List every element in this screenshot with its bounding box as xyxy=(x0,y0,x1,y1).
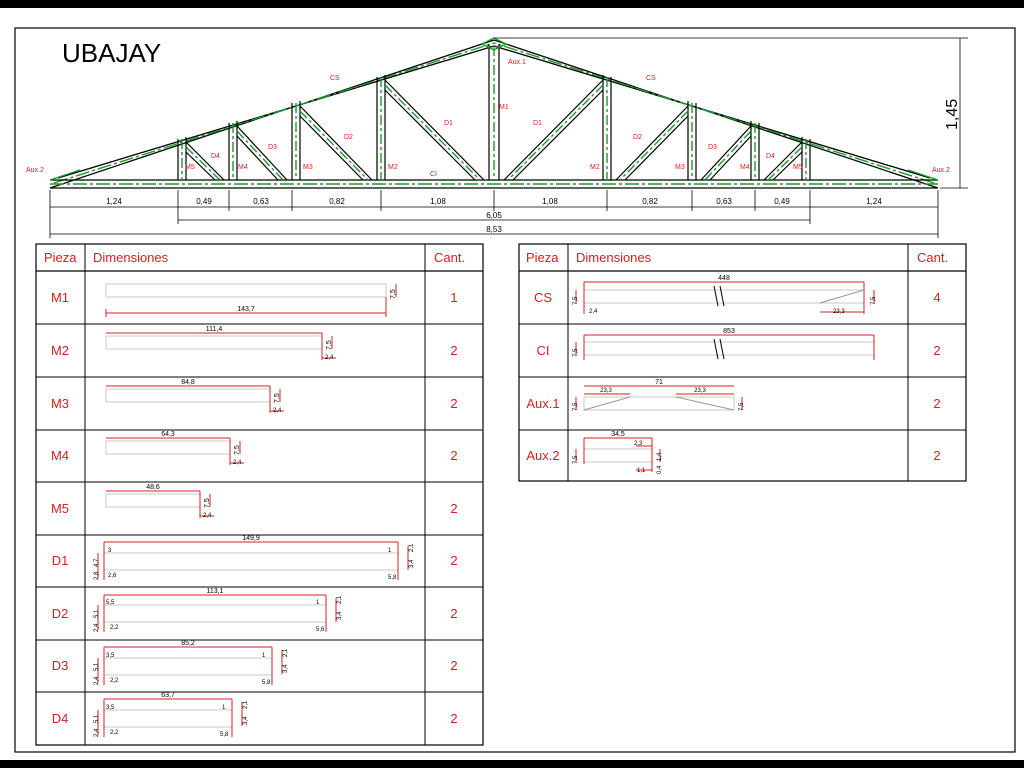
m4-height: 7,5 xyxy=(234,445,241,455)
row-piece: Aux.1 xyxy=(526,396,560,411)
aux2-small: 1,1 xyxy=(637,468,646,474)
header-dimensions: Dimensiones xyxy=(93,250,169,265)
d1-left-1: 4,7 xyxy=(94,558,100,567)
cs-base: 2,4 xyxy=(589,309,598,315)
m5-base: 2,4 xyxy=(203,513,212,519)
d3-bottom-right: 5,8 xyxy=(262,680,271,686)
segment-dim: 1,24 xyxy=(106,197,122,206)
aux1-height-left: 7,5 xyxy=(573,402,579,411)
row-qty: 1 xyxy=(450,290,458,305)
page-title: UBAJAY xyxy=(62,38,162,68)
label-m2-left: M2 xyxy=(388,164,398,171)
height-dimension: 1,45 xyxy=(944,98,961,130)
d1-right-1: 2,1 xyxy=(409,543,415,552)
right-parts-table xyxy=(519,244,966,481)
row-qty: 2 xyxy=(450,501,458,516)
aux2-right-1: 1,4 xyxy=(657,452,663,461)
d3-right-2: 3,4 xyxy=(283,664,289,673)
d3-right-1: 2,1 xyxy=(283,648,289,657)
row-qty: 2 xyxy=(933,448,941,463)
row-qty: 2 xyxy=(450,711,458,726)
d3-top-left: 3,5 xyxy=(106,653,115,659)
label-m4-left: M4 xyxy=(238,164,248,171)
label-cs-left: CS xyxy=(330,75,340,82)
row-piece: M1 xyxy=(50,290,70,305)
row-qty: 2 xyxy=(450,396,458,411)
label-m5-left: M5 xyxy=(185,164,195,171)
row-piece: D2 xyxy=(51,606,69,621)
d2-length: 113,1 xyxy=(206,588,224,595)
d4-left-1: 5,1 xyxy=(94,714,100,723)
row-qty: 2 xyxy=(450,448,458,463)
d4-right-1: 2,1 xyxy=(243,700,249,709)
aux2-cut: 2,3 xyxy=(634,441,643,447)
segment-dim: 0,63 xyxy=(253,197,269,206)
d4-left-2: 2,4 xyxy=(94,728,100,737)
d2-left-2: 2,4 xyxy=(94,623,100,632)
aux2-right-2: 0,4 xyxy=(657,465,663,474)
row-piece: D1 xyxy=(51,553,69,568)
aux1-length: 71 xyxy=(655,379,663,386)
segment-dim: 0,49 xyxy=(774,197,790,206)
row-qty: 4 xyxy=(933,290,941,305)
row-qty: 2 xyxy=(450,553,458,568)
label-aux1: Aux.1 xyxy=(508,59,526,66)
m2-base: 2,4 xyxy=(325,355,334,361)
label-d2-right: D2 xyxy=(633,134,642,141)
label-d3-left: D3 xyxy=(268,144,277,151)
d2-top-left: 5,5 xyxy=(106,600,115,606)
row-qty: 2 xyxy=(450,658,458,673)
d4-top-left: 3,5 xyxy=(106,705,115,711)
cs-length: 448 xyxy=(718,275,730,282)
row-piece: Aux.2 xyxy=(526,448,560,463)
aux1-height-right: 7,5 xyxy=(739,402,745,411)
m4-length: 64,3 xyxy=(161,431,175,438)
d4-bottom-left: 2,2 xyxy=(110,730,119,736)
d4-length: 63,7 xyxy=(161,692,175,699)
row-piece: M2 xyxy=(50,343,70,358)
d2-left-1: 5,1 xyxy=(94,609,100,618)
label-m3-left: M3 xyxy=(303,164,313,171)
row-piece: D3 xyxy=(51,658,69,673)
segment-dim: 0,82 xyxy=(642,197,658,206)
d3-left-2: 2,4 xyxy=(94,676,100,685)
d2-top-right: 1 xyxy=(316,600,320,606)
segment-dim: 0,63 xyxy=(716,197,732,206)
row-qty: 2 xyxy=(450,343,458,358)
m3-base: 2,4 xyxy=(273,408,282,414)
row-qty: 2 xyxy=(933,396,941,411)
m5-height: 7,5 xyxy=(204,498,211,508)
d3-length: 85,2 xyxy=(181,640,195,647)
cs-height-right: 7,5 xyxy=(871,296,877,305)
label-d4-left: D4 xyxy=(211,153,220,160)
row-piece: M4 xyxy=(50,448,70,463)
cs-cut: 23,3 xyxy=(833,309,845,315)
d4-top-right: 1 xyxy=(222,705,226,711)
row-piece: D4 xyxy=(51,711,69,726)
d1-bottom-right: 5,8 xyxy=(388,575,397,581)
label-m2-right: M2 xyxy=(590,164,600,171)
inner-span-dim: 6,05 xyxy=(486,211,502,220)
label-aux2-right: Aux.2 xyxy=(932,167,950,174)
cs-height: 7,5 xyxy=(573,296,579,305)
m1-length: 143,7 xyxy=(237,306,255,313)
d3-top-right: 1 xyxy=(262,653,266,659)
header-piece: Pieza xyxy=(44,250,77,265)
d1-length: 149,9 xyxy=(242,535,260,542)
m4-base: 2,4 xyxy=(233,460,242,466)
d1-bottom-left: 2,6 xyxy=(108,573,117,579)
segment-dim: 1,08 xyxy=(430,197,446,206)
label-m5-right: M5 xyxy=(793,164,803,171)
d1-top-right: 1 xyxy=(388,548,392,554)
d2-right-1: 2,1 xyxy=(337,595,343,604)
m2-length: 111,4 xyxy=(205,326,223,333)
header-dimensions: Dimensiones xyxy=(576,250,652,265)
d3-left-1: 5,1 xyxy=(94,662,100,671)
label-d1-left: D1 xyxy=(444,120,453,127)
d4-right-2: 3,4 xyxy=(243,716,249,725)
segment-dim: 1,08 xyxy=(542,197,558,206)
segment-dim: 1,24 xyxy=(866,197,882,206)
label-cs-right: CS xyxy=(646,75,656,82)
label-m3-right: M3 xyxy=(675,164,685,171)
segment-dim: 0,49 xyxy=(196,197,212,206)
m5-length: 48,6 xyxy=(146,484,160,491)
header-quantity: Cant. xyxy=(434,250,466,265)
d3-bottom-left: 2,2 xyxy=(110,678,119,684)
label-d4-right: D4 xyxy=(766,153,775,160)
row-piece: M3 xyxy=(50,396,70,411)
header-piece: Pieza xyxy=(526,250,559,265)
segment-dim: 0,82 xyxy=(329,197,345,206)
d4-bottom-right: 5,8 xyxy=(220,732,229,738)
aux2-length: 34,5 xyxy=(611,431,625,438)
header-quantity: Cant. xyxy=(917,250,949,265)
row-qty: 2 xyxy=(450,606,458,621)
label-aux2-left: Aux.2 xyxy=(26,167,44,174)
aux2-height: 7,5 xyxy=(573,455,579,464)
total-span-dim: 8,53 xyxy=(486,225,502,234)
label-m1: M1 xyxy=(499,104,509,111)
left-parts-table xyxy=(36,244,483,745)
m3-length: 84,8 xyxy=(181,379,195,386)
d2-right-2: 3,4 xyxy=(337,611,343,620)
row-qty: 2 xyxy=(933,343,941,358)
label-ci: CI xyxy=(430,171,437,178)
d2-bottom-right: 5,6 xyxy=(316,627,325,633)
d2-bottom-left: 2,2 xyxy=(110,625,119,631)
d1-right-2: 3,4 xyxy=(409,559,415,568)
ci-length: 853 xyxy=(723,328,735,335)
aux1-cut-left: 23,3 xyxy=(600,388,612,394)
aux1-cut-right: 23,3 xyxy=(694,388,706,394)
label-d2-left: D2 xyxy=(344,134,353,141)
m1-height: 7,5 xyxy=(390,289,397,299)
m2-height: 7,5 xyxy=(326,340,333,350)
label-d1-right: D1 xyxy=(533,120,542,127)
d1-top-left: 3 xyxy=(108,548,112,554)
d1-left-2: 2,8 xyxy=(94,571,100,580)
row-piece: M5 xyxy=(50,501,70,516)
label-d3-right: D3 xyxy=(708,144,717,151)
row-piece: CS xyxy=(533,290,553,305)
row-piece: CI xyxy=(536,343,550,358)
label-m4-right: M4 xyxy=(740,164,750,171)
m3-height: 7,5 xyxy=(274,393,281,403)
ci-height: 7,5 xyxy=(573,348,579,357)
